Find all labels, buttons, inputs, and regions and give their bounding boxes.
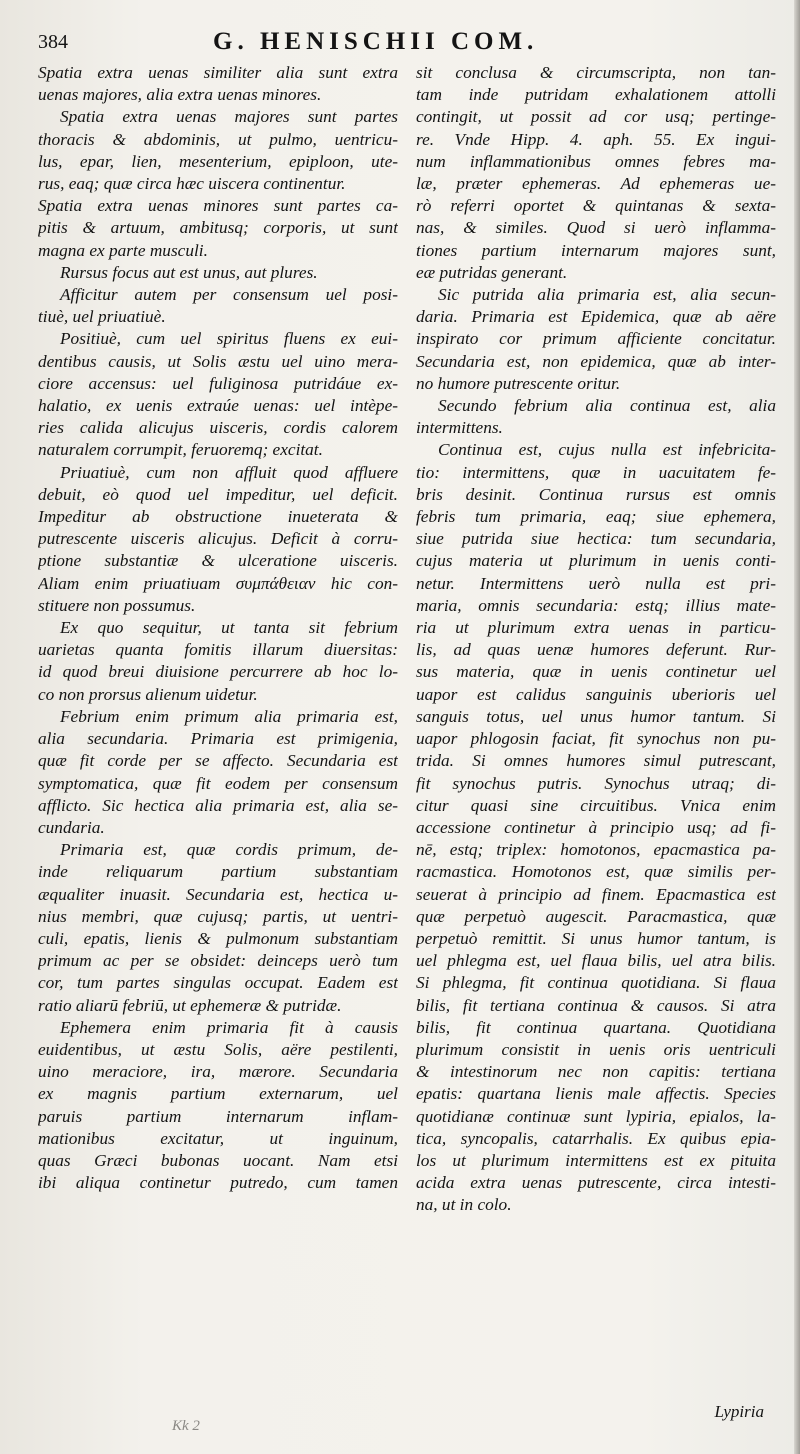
text-line: Afficitur autem per consensum uel posi- <box>60 285 398 305</box>
text-line: Sic putrida alia primaria est, alia secun- <box>438 285 776 305</box>
text-line: cor, tum partes singulas occupat. Eadem est <box>38 973 398 993</box>
text-line: na, ut in colo. <box>416 1195 512 1215</box>
text-line: tio: intermittens, quæ in uacuitatem fe- <box>416 462 776 482</box>
text-line: epatis: quartana lienis male affectis. Species <box>416 1084 776 1104</box>
text-line: tiones partium internarum majores sunt, <box>416 240 776 260</box>
text-line: bilis, fit continua quartana. Quotidiana <box>416 1017 776 1037</box>
text-line: contingit, ut possit ad cor usq; pertinge- <box>416 107 776 127</box>
text-line: Secundo febrium alia continua est, alia <box>438 396 776 416</box>
text-line: Primaria est, quæ cordis primum, de- <box>60 840 398 860</box>
text-line: cujus materia ut plurimum in uenis conti- <box>416 551 776 571</box>
text-line: æqualiter inuasit. Secundaria est, hectica u- <box>38 884 398 904</box>
text-line: pitis & artuum, ambitusq; corporis, ut sunt <box>38 218 398 238</box>
text-line: alia secundaria. Primaria est primigenia, <box>38 729 398 749</box>
text-line: tiuè, uel priuatiuè. <box>38 307 166 327</box>
text-line: accessione continetur à principio usq; ad fi- <box>416 817 776 837</box>
text-line: quas Græci bubonas uocant. Nam etsi <box>38 1150 398 1170</box>
text-line: quotidianæ continuæ sunt lypiria, epialos, la- <box>416 1106 776 1126</box>
text-line: sit conclusa & circumscripta, non tan- <box>416 63 776 82</box>
text-line: putrescente uisceris alicujus. Deficit à corru- <box>38 529 398 549</box>
text-line: los ut plurimum intermittens est ex pituita <box>416 1150 776 1170</box>
text-line: id quod breui diuisione percurrere ab hoc lo- <box>38 662 398 682</box>
text-line: Ephemera enim primaria fit à causis <box>60 1017 398 1037</box>
text-line: maria, omnis secundaria: estq; illius mate- <box>416 595 776 615</box>
text-line: primum ac per se obsidet: deinceps uerò tum <box>38 951 398 971</box>
text-line: stituere non possumus. <box>38 595 196 615</box>
left-column <box>38 62 398 1217</box>
text-line: sus materia, quæ in uenis continetur uel <box>416 662 776 682</box>
text-line: acida extra uenas putrescente, circa intesti- <box>416 1173 776 1193</box>
text-line: no humore putrescente oritur. <box>416 373 621 393</box>
text-line: ciore accensus: uel fuliginosa putridáue ex- <box>38 373 398 393</box>
running-title: G. HENISCHII COM. <box>213 28 539 55</box>
text-line: nius membri, quæ cujusq; partis, ut uentri- <box>38 906 398 926</box>
text-line: tica, syncopalis, catarrhalis. Ex quibus epia- <box>416 1128 776 1148</box>
right-column <box>416 62 776 1217</box>
text-line: quæ fit corde per se affecto. Secundaria est <box>38 751 398 771</box>
text-line: intermittens. <box>416 418 503 438</box>
text-line: magna ex parte musculi. <box>38 240 208 260</box>
text-line: ria ut plurimum extra uenas in particu- <box>416 618 776 638</box>
text-line: ratio aliarū febriū, ut ephemeræ & putridæ. <box>38 995 342 1015</box>
text-line: bilis, fit tertiana continua & causos. Si atra <box>416 995 776 1015</box>
text-line: inde reliquarum partium substantiam <box>38 862 398 882</box>
text-line: plurimum consistit in uenis oris uentriculi <box>416 1039 776 1059</box>
text-line: debuit, eò quod uel impeditur, uel deficit. <box>38 484 398 504</box>
text-line: afflicto. Sic hectica alia primaria est, alia se- <box>38 795 398 815</box>
text-line: Continua est, cujus nulla est infebricita- <box>438 440 776 460</box>
text-line: Ex quo sequitur, ut tanta sit febrium <box>60 618 398 638</box>
text-line: citur quasi sine circuitibus. Vnica enim <box>416 795 776 815</box>
text-line: bris desinit. Continua rursus est omnis <box>416 484 776 504</box>
text-line: uino meraciore, ira, mærore. Secundaria <box>38 1062 398 1082</box>
text-line: symptomatica, quæ fit eodem per consensum <box>38 773 398 793</box>
text-line: netur. Intermittens uerò nulla est pri- <box>416 573 776 593</box>
text-line: rò referri oportet & quintanas & sexta- <box>416 196 776 216</box>
text-line: naturalem corrumpit, feruoremq; excitat. <box>38 440 323 460</box>
text-line: tam inde putridam exhalationem attolli <box>416 85 776 105</box>
text-line: quæ perpetuò augescit. Paracmastica, quæ <box>416 906 776 926</box>
text-line: trida. Si omnes humores simul putrescant, <box>416 751 776 771</box>
page-spine-shadow <box>794 0 800 1454</box>
text-line: nē, estq; triplex: homotonos, epacmastica pa- <box>416 840 776 860</box>
text-line: febris tum primaria, eaq; siue ephemera, <box>416 507 776 527</box>
text-line: & intestinorum nec non capitis: tertiana <box>416 1062 776 1082</box>
text-line: Impeditur ab obstructione inueterata & <box>38 507 398 527</box>
text-line: paruis partium internarum inflam- <box>38 1106 398 1126</box>
text-line: siue putrida siue hectica: tum secundaria, <box>416 529 776 549</box>
text-line: ex magnis partium externarum, uel <box>38 1084 398 1104</box>
text-line: Priuatiuè, cum non affluit quod affluere <box>60 462 398 482</box>
text-line: seuerat à principio ad finem. Epacmastica est <box>416 884 776 904</box>
text-line: ries calida alicujus uisceris, cordis calorem <box>38 418 398 438</box>
signature-mark: Kk 2 <box>172 1418 200 1434</box>
text-line: ibi aliqua continetur putredo, cum tamen <box>38 1173 398 1193</box>
text-line: cundaria. <box>38 817 105 837</box>
text-line: culi, epatis, lienis & pulmonum substantiam <box>38 928 398 948</box>
text-line: Spatia extra uenas similiter alia sunt extra <box>38 63 398 82</box>
text-line: lis, ad quas uenæ humores deferunt. Rur- <box>416 640 776 660</box>
text-line: fit synochus putris. Synochus utraq; di- <box>416 773 776 793</box>
text-line: eæ putridas generant. <box>416 262 568 282</box>
text-line: Spatia extra uenas minores sunt partes ca- <box>38 196 398 216</box>
text-line: halatio, ex uenis extraúe uenas: uel intèpe- <box>38 396 398 416</box>
text-line: Si phlegma, fit continua quotidiana. Si flaua <box>416 973 776 993</box>
text-line: Febrium enim primum alia primaria est, <box>60 706 398 726</box>
text-line: rus, eaq; quæ circa hæc uiscera continentur. <box>38 174 346 194</box>
text-line: re. Vnde Hipp. 4. aph. 55. Ex ingui- <box>416 129 776 149</box>
text-line: uenas majores, alia extra uenas minores. <box>38 85 322 105</box>
text-line: mationibus excitatur, ut inguinum, <box>38 1128 398 1148</box>
text-line: num inflammationibus omnes febres ma- <box>416 151 776 171</box>
text-line: Rursus focus aut est unus, aut plures. <box>60 262 318 282</box>
text-line: lus, epar, lien, mesenterium, epiploon, ute- <box>38 151 398 171</box>
text-line: uapor est calidus sanguinis uberioris uel <box>416 684 776 704</box>
text-line: Aliam enim priuatiuam συμπάθειαν hic con- <box>38 573 398 593</box>
text-line: daria. Primaria est Epidemica, quæ ab aëre <box>416 307 776 327</box>
text-line: thoracis & abdominis, ut pulmo, uentricu- <box>38 129 398 149</box>
text-line: Spatia extra uenas majores sunt partes <box>60 107 398 127</box>
text-line: uel phlegma est, uel flaua bilis, uel atra bilis. <box>416 951 776 971</box>
text-line: inspirato cor primum afficiente concitatur. <box>416 329 776 349</box>
text-line: euidentibus, ut æstu Solis, aëre pestilenti, <box>38 1039 398 1059</box>
catchword: Lypiria <box>714 1402 764 1421</box>
text-line: co non prorsus alienum uidetur. <box>38 684 258 704</box>
text-columns <box>38 62 778 1217</box>
text-line: dentibus causis, ut Solis æstu uel uino mera- <box>38 351 398 371</box>
text-line: sanguis totus, uel unus humor tantum. Si <box>416 706 776 726</box>
text-line: uarietas quanta fomitis illarum diuersitas: <box>38 640 398 660</box>
text-line: uapor phlogosin faciat, fit synochus non pu- <box>416 729 776 749</box>
text-line: racmastica. Homotonos est, quæ similis per- <box>416 862 776 882</box>
page-number: 384 <box>38 31 68 53</box>
text-line: Positiuè, cum uel spiritus fluens ex eui- <box>60 329 398 349</box>
page-header <box>38 28 778 62</box>
text-line: perpetuò remittit. Si unus humor tantum, is <box>416 928 776 948</box>
text-line: nas, & similes. Quod si uerò inflamma- <box>416 218 776 238</box>
text-line: Secundaria est, non epidemica, quæ ab inter- <box>416 351 776 371</box>
text-line: læ, præter ephemeras. Ad ephemeras ue- <box>416 174 776 194</box>
text-line: ptione substantiæ & ulceratione uisceris. <box>38 551 398 571</box>
